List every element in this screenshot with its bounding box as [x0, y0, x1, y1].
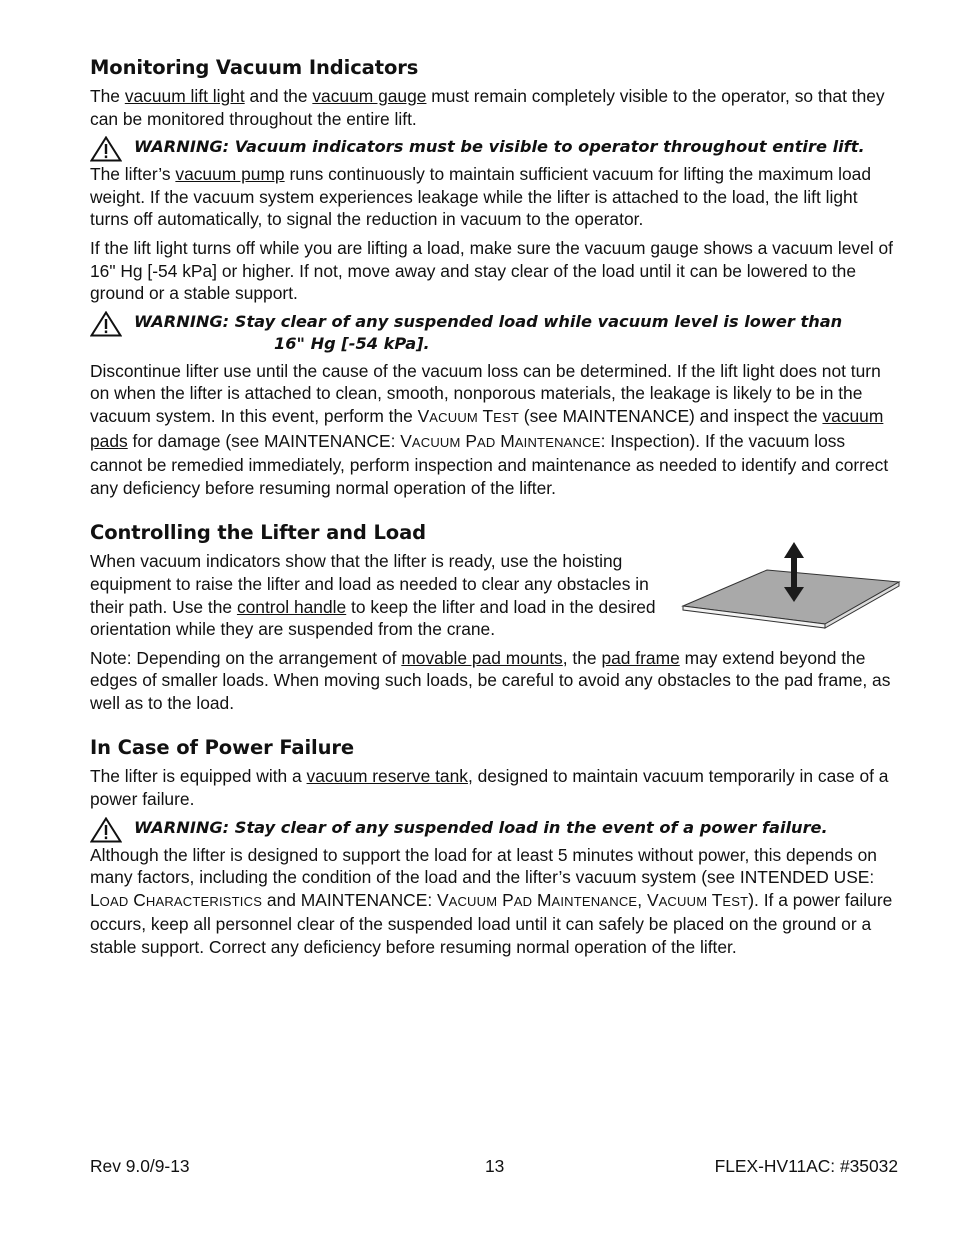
- document-page: [90, 56, 900, 965]
- heading-controlling-lifter: Controlling the Lifter and Load: [90, 521, 426, 545]
- paragraph: [90, 360, 900, 500]
- text: P: [460, 430, 477, 451]
- controlling-block: [90, 550, 900, 640]
- term-link: vacuum reserve tank: [306, 766, 468, 787]
- text: ). If a power failure occurs, keep all personnel clear of the suspended load until it can safely be placed on the ground or a stable support. Correct any deficiency before resuming normal operation of the lifter.: [90, 889, 893, 958]
- paragraph: [90, 765, 900, 810]
- small-caps-text: AINTENANCE: [514, 434, 601, 450]
- heading-power-failure: In Case of Power Failure: [90, 736, 355, 760]
- paragraph: [90, 163, 900, 231]
- term-link: vacuum lift light: [124, 86, 245, 106]
- text: The: [90, 86, 125, 106]
- text: V: [400, 430, 412, 451]
- paragraph: If the lift light turns off while you are lifting a load, make sure the vacuum gauge shows a vacuum level of 16" Hg [-54 kPa] or higher. If not, move away and stay clear of the load until it can be lowered to the ground or a stable support.: [90, 237, 893, 304]
- paragraph: [90, 647, 900, 715]
- text: , the: [562, 647, 602, 668]
- small-caps-text: EST: [722, 893, 749, 909]
- small-caps-text: HARACTERISTICS: [145, 893, 263, 909]
- small-caps-text: OAD: [99, 893, 129, 909]
- footer-revision: Rev 9.0/9-13: [90, 1156, 190, 1176]
- text: runs continuously to maintain sufficient vacuum for lifting the maximum load weight. If the vacuum system experiences leakage while the lifter is attached to the load, the lift light turns off automatically, to signal the reduction in vacuum to the operator.: [90, 164, 872, 230]
- text: may extend beyond the edges of smaller loads. When moving such loads, be careful to avoid any obstacles to the pad frame, as well as to the load.: [90, 647, 891, 713]
- load-up-down-arrow-illustration: [675, 542, 903, 642]
- text: to keep the lifter and load in the desired orientation while they are suspended from the crane.: [90, 596, 656, 640]
- text: : Inspection). If the vacuum loss cannot be remedied immediately, perform inspection and maintenance as needed to identify and correct any deficiency before resuming normal operation of the lifter.: [90, 430, 889, 498]
- text: , designed to maintain vacuum temporarily in case of a power failure.: [90, 766, 889, 810]
- term-link: movable pad mounts: [401, 647, 563, 668]
- page-footer: [90, 1156, 898, 1180]
- small-caps-text: EST: [493, 409, 519, 425]
- warning-text: WARNING: Vacuum indicators must be visible to operator throughout entire lift.: [134, 137, 865, 157]
- text: The lifter is equipped with a: [90, 766, 307, 787]
- text: The lifter’s: [90, 164, 176, 185]
- text: Although the lifter is designed to support the load for at least 5 minutes without power, this depends on many factors, including the condition of the load and the lifter’s vacuum system (see INTENDED USE:: [90, 844, 877, 888]
- small-caps-text: AD: [476, 434, 496, 450]
- warning-text: WARNING: Stay clear of any suspended load in the event of a power failure.: [134, 817, 828, 837]
- small-caps-text: AD: [513, 893, 533, 909]
- term-link: control handle: [236, 596, 347, 617]
- text: for damage (see MAINTENANCE:: [127, 430, 401, 451]
- small-caps-text: AINTENANCE: [551, 893, 638, 909]
- section-controlling: [90, 521, 900, 714]
- text: must remain completely visible to the operator, so that they can be monitored throughout the entire lift.: [90, 86, 885, 129]
- text: Discontinue lifter use until the cause of the vacuum loss can be determined. If the lift light does not turn on when the lifter is attached to clean, smooth, nonporous materials, the leakage is likely to be in the vacuum system. In this event, perform the: [90, 360, 881, 426]
- warning-note: [90, 817, 900, 839]
- small-caps-text: ACUUM: [658, 893, 708, 909]
- text: T: [477, 405, 494, 426]
- text: T: [707, 889, 723, 910]
- heading-monitoring-vacuum-indicators: Monitoring Vacuum Indicators: [90, 56, 419, 79]
- small-caps-text: ACUUM: [448, 893, 498, 909]
- text: P: [497, 889, 514, 910]
- warning-note: [90, 136, 900, 158]
- term-link: vacuum gauge: [312, 86, 427, 106]
- text: C: [128, 889, 146, 910]
- warning-text: WARNING: Stay clear of any suspended load while vacuum level is lower than: [134, 311, 843, 331]
- term-link: pad frame: [601, 647, 680, 668]
- warning-text-continued: 16" Hg [-54 kPa].: [274, 333, 430, 353]
- small-caps-text: ACUUM: [429, 409, 478, 425]
- text: When vacuum indicators show that the lifter is ready, use the hoisting equipment to raise the lifter and load as needed to clear any obstacles in their path. Use the: [90, 551, 649, 617]
- text: V: [436, 889, 449, 910]
- text: Note: Depending on the arrangement of: [90, 647, 402, 668]
- text: V: [417, 405, 430, 426]
- text: M: [495, 430, 515, 451]
- warning-triangle-icon: [90, 136, 122, 162]
- warning-note: [90, 311, 900, 355]
- section-power-failure: [90, 736, 900, 958]
- text: and the: [244, 86, 313, 106]
- warning-triangle-icon: [90, 311, 122, 337]
- paragraph: [90, 550, 665, 640]
- paragraph: [90, 85, 900, 130]
- text: , V: [637, 889, 659, 910]
- text: (see MAINTENANCE) and inspect the: [518, 405, 823, 426]
- text: M: [532, 889, 552, 910]
- term-link: vacuum pads: [90, 405, 884, 451]
- text: and MAINTENANCE:: [262, 889, 437, 910]
- term-link: vacuum pump: [175, 164, 285, 185]
- footer-model-number: FLEX-HV11AC: #35032: [714, 1156, 898, 1176]
- paragraph: [90, 844, 900, 959]
- warning-triangle-icon: [90, 817, 122, 843]
- small-caps-text: ACUUM: [411, 434, 461, 450]
- footer-page-number: 13: [485, 1156, 505, 1176]
- text: L: [90, 889, 100, 910]
